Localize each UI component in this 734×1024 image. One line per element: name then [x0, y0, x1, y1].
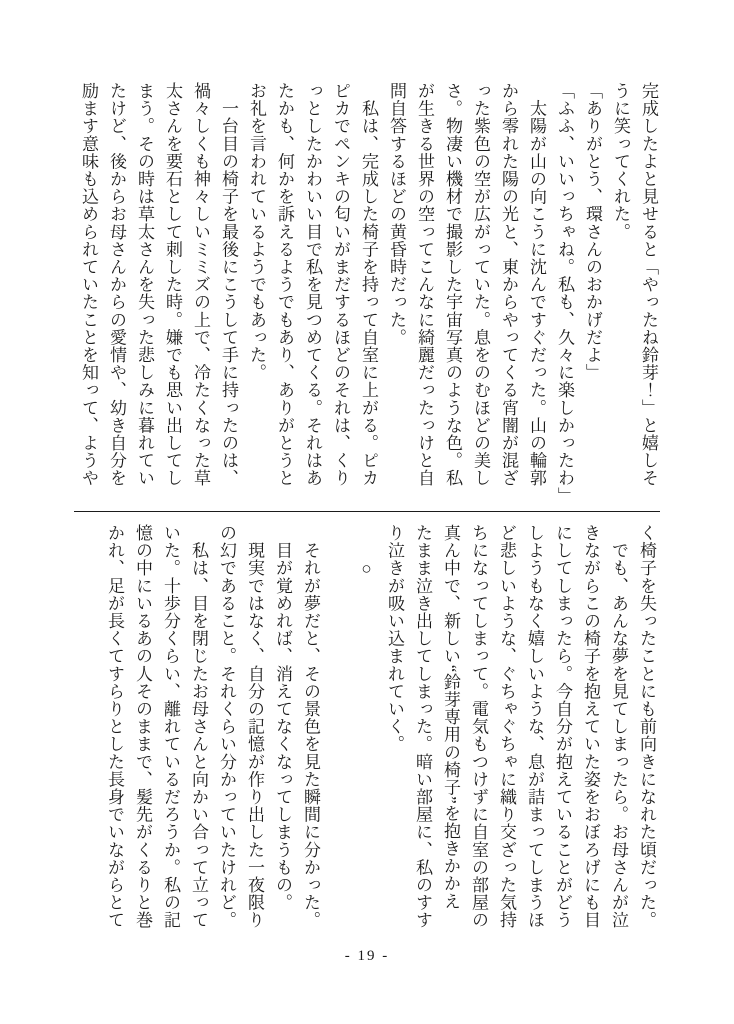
- top-text-block: [72, 82, 662, 510]
- text-line: でも、あんな夢を見てしまったら。お母さんが泣: [609, 524, 628, 929]
- page-number: - 19 -: [344, 948, 390, 964]
- text-line: り泣きが吸い込まれていく。: [385, 524, 404, 753]
- text-line: 現実ではなく、自分の記憶が作り出した一夜限り: [245, 524, 264, 929]
- text-line: っとしたかわいい目で私を見つめてくる。それはあ: [303, 82, 322, 487]
- text-line: 「ありがとう、環さんのおかげだよ」: [583, 82, 602, 382]
- text-line: [324, 524, 352, 952]
- text-line: 問自答するほどの黄昏時だった。: [387, 82, 406, 346]
- text-line: さ。物凄い機材で撮影した宇宙写真のような色。私: [443, 82, 462, 487]
- text-line: いた。十歩分くらい、離れているだろうか。私の記: [161, 524, 180, 929]
- text-line: にしてしまったら。今自分が抱えていることがどう: [553, 524, 572, 929]
- text-line: たかも、何かを訴えるようでもあり、ありがとうと: [275, 82, 294, 487]
- text-line: く椅子を失ったことにも前向きになれた頃だった。: [637, 524, 656, 929]
- text-line: 私は、完成した椅子を持って自室に上がる。ピカ: [359, 82, 378, 487]
- text-line: うに笑ってくれた。: [611, 82, 630, 241]
- text-line: から零れた陽の光と、東からやってくる宵闇が混ざ: [499, 82, 518, 487]
- text-line: たまま泣き出してしまった。暗い部屋に、私のすす: [413, 524, 432, 929]
- text-line: 「ふふ、いいっちゃね。私も、久々に楽しかったわ」: [555, 82, 574, 505]
- text-line: 禍々しくも神々しいミミズの上で、冷たくなった草: [191, 82, 210, 487]
- text-line: 目が覚めれば、消えてなくなってしまうもの。: [273, 524, 292, 912]
- text-line: しようもなく嬉しいような、息が詰まってしまうほ: [525, 524, 544, 929]
- text-line: った紫色の空が広がっていた。息をのむほどの美し: [471, 82, 490, 487]
- text-line: 太陽が山の向こうに沈んですぐだった。山の輪郭: [527, 82, 546, 487]
- text-line: ちになってしまって。電気もつけずに自室の部屋の: [469, 524, 488, 929]
- text-line: の幻であること。それくらい分かっていたけれど。: [217, 524, 236, 929]
- text-line: 励ます意味も込められていたことを知って、ようや: [79, 82, 98, 487]
- bottom-text-block: [72, 524, 660, 952]
- text-line: たけど、後からお母さんからの愛情や、幼き自分を: [107, 82, 126, 487]
- text-line: 一台目の椅子を最後にこうして手に持ったのは、: [219, 82, 238, 487]
- text-line: ど悲しいような、ぐちゃぐちゃに織り交ざった気持: [497, 524, 516, 929]
- text-line: 真ん中で、新しい“鈴芽専用の椅子”を抱きかかえ: [441, 524, 460, 910]
- scene-break-marker: ○: [357, 524, 376, 579]
- text-line: まう。その時は草太さんを失った悲しみに暮れてい: [135, 82, 154, 487]
- section-divider: [74, 511, 660, 512]
- text-line: きながらこの椅子を抱えていた姿をおぼろげにも目: [581, 524, 600, 929]
- text-line: お礼を言われているようでもあった。: [247, 82, 266, 382]
- text-line: が生きる世界の空ってこんなに綺麗だったっけと自: [415, 82, 434, 487]
- text-line: かれ、足が長くてすらりとした長身でいながらとて: [105, 524, 124, 929]
- text-line: 太さんを要石として刺した時。嫌でも思い出してし: [163, 82, 182, 487]
- text-line: それが夢だと、その景色を見た瞬間に分かった。: [301, 524, 320, 929]
- text-line: ピカでペンキの匂いがまだするほどのそれは、くり: [331, 82, 350, 487]
- text-line: 憶の中にいるあの人そのままで、髪先がくるりと巻: [133, 524, 152, 929]
- text-line: 私は、目を閉じたお母さんと向かい合って立って: [189, 524, 208, 929]
- text-line: 完成したよと見せると「やったね鈴芽！」と嬉しそ: [639, 82, 658, 487]
